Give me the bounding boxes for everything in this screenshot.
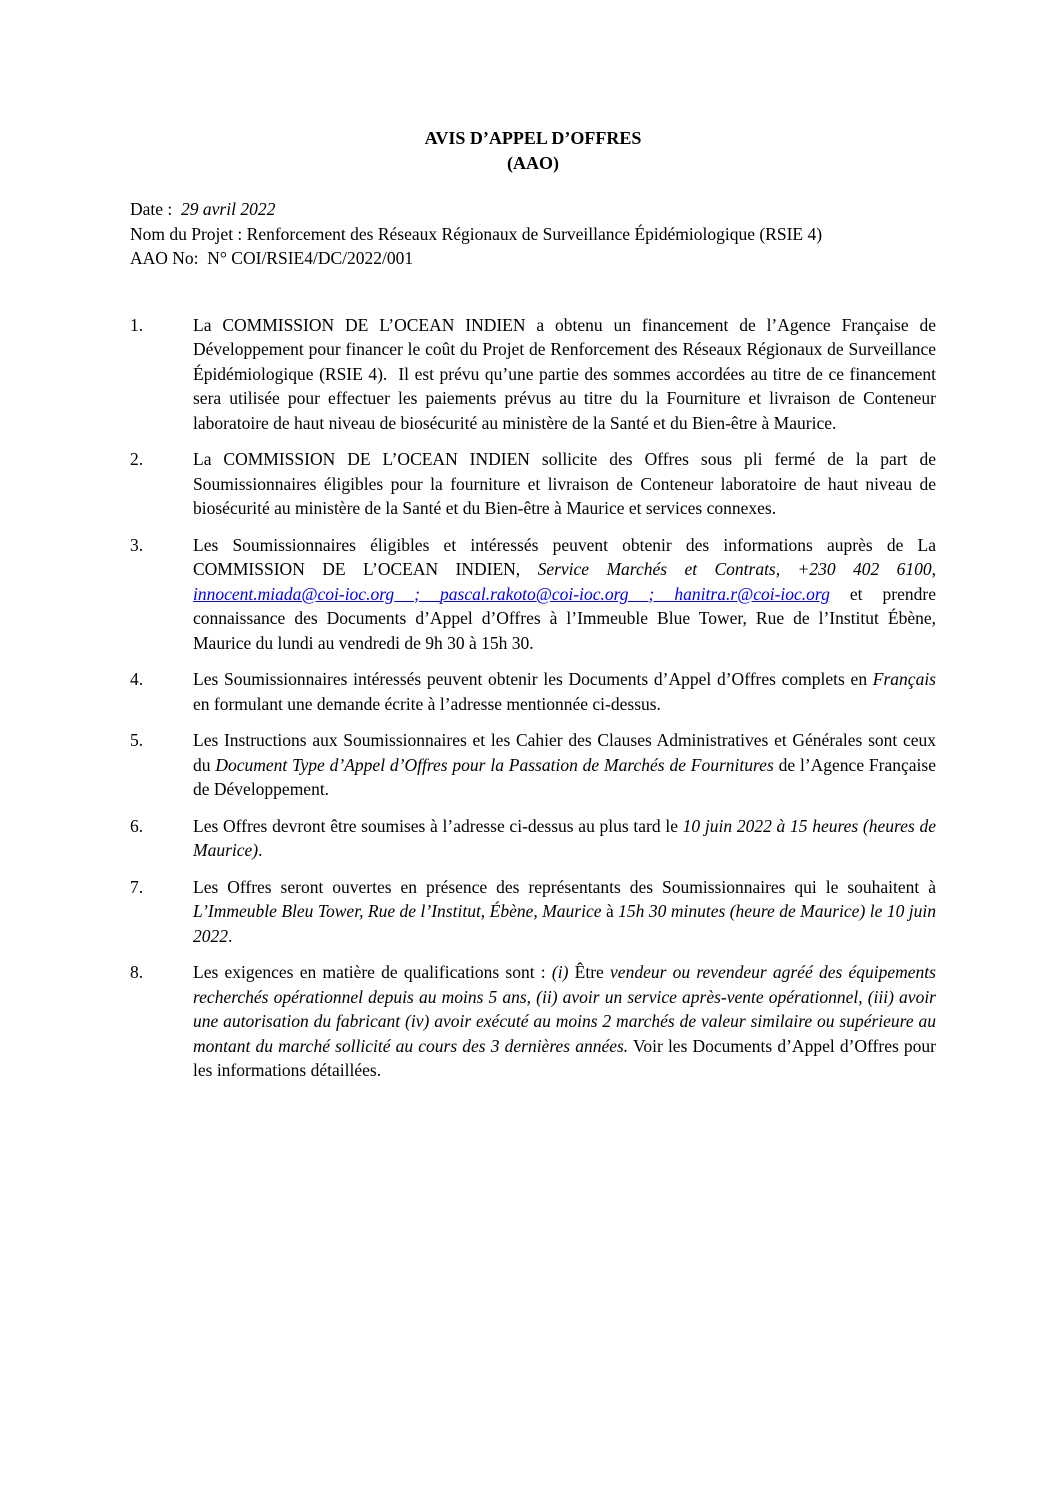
meta-block <box>130 197 936 271</box>
numbered-item-5 <box>130 728 936 802</box>
aao-number-line <box>130 246 936 271</box>
item-body <box>193 728 936 802</box>
text-segment: L’Immeuble Bleu Tower, Rue de l’Institut, Ébène, Maurice <box>193 901 602 921</box>
item-number: 3. <box>130 534 144 555</box>
text-segment: 10 juin 2022 à 15 heures (heures de Maurice) <box>193 815 936 860</box>
text-segment: Les Instructions aux Soumissionnaires et les Cahier des Clauses Administratives et Générales sont ceux du <box>193 730 936 775</box>
text-segment: de l’Agence Française de Développement. <box>193 754 936 799</box>
numbered-item-3 <box>130 533 936 656</box>
numbered-item-6 <box>130 814 936 863</box>
text-segment: et prendre connaissance des Documents d’Appel d’Offres à l’Immeuble Blue Tower, Rue de l’Institut Ébène, Maurice du lundi au vendredi de 9h 30 à 15h 30. <box>193 583 937 653</box>
item-body <box>193 875 936 949</box>
text-segment: La COMMISSION DE L’OCEAN INDIEN sollicite des Offres sous pli fermé de la part de Soumissionnaires éligibles pour la fourniture et livraison de Conteneur laboratoire de haut niveau de biosécurité au ministère de la Santé et du Bien-être à Maurice et services connexes. <box>193 449 936 518</box>
item-number: 5. <box>130 730 144 750</box>
item-number: 8. <box>130 962 144 982</box>
text-segment: Les exigences en matière de qualifications sont : <box>193 962 552 982</box>
email-link-pascal[interactable]: pascal.rakoto@coi-ioc.org <box>440 583 629 604</box>
numbered-item-4 <box>130 667 936 716</box>
text-segment: Service Marchés et Contrats, +230 402 6100, <box>537 559 936 579</box>
text-segment: en formulant une demande écrite à l’adresse mentionnée ci-dessus. <box>193 693 661 714</box>
numbered-item-8 <box>130 960 936 1083</box>
text-segment: AAO No: N° COI/RSIE4/DC/2022/001 <box>130 248 414 268</box>
text-segment: Voir les Documents d’Appel d’Offres pour les informations détaillées. <box>193 1035 936 1080</box>
item-number: 1. <box>130 314 144 335</box>
text-segment: Les Soumissionnaires éligibles et intéressés peuvent obtenir des informations auprès de La COMMISSION DE L’OCEAN INDIEN, <box>193 534 936 579</box>
text-segment: 15h 30 minutes (heure de Maurice) le 10 juin 2022 <box>193 901 936 946</box>
text-segment: Nom du Projet : Renforcement des Réseaux Régionaux de Surveillance Épidémiologique (RSIE 4) <box>130 223 823 244</box>
text-segment: à <box>601 901 619 921</box>
text-segment: (i) <box>551 962 569 982</box>
text-segment: Les Offres devront être soumises à l’adresse ci-dessus au plus tard le <box>193 815 683 836</box>
document-subtitle: (AAO) <box>507 153 559 173</box>
numbered-item-2 <box>130 447 936 521</box>
numbered-items-list <box>130 313 936 1083</box>
text-segment: Être <box>568 962 611 982</box>
document-header <box>130 126 936 176</box>
text-segment: Les Offres seront ouvertes en présence des représentants des Soumissionnaires qui le souhaitent à <box>193 876 936 897</box>
email-link-innocent[interactable]: innocent.miada@coi-ioc.org <box>193 583 395 604</box>
numbered-item-7 <box>130 875 936 949</box>
item-number: 7. <box>130 876 144 897</box>
project-name-line <box>130 222 936 247</box>
date-line <box>130 197 936 222</box>
item-number: 2. <box>130 449 144 469</box>
item-body <box>193 667 936 716</box>
email-separator: ; <box>394 583 441 604</box>
email-separator: ; <box>628 583 675 604</box>
item-body <box>193 814 936 863</box>
document-title: AVIS D’APPEL D’OFFRES <box>424 128 642 148</box>
text-segment: Date : <box>130 199 182 219</box>
item-number: 4. <box>130 669 144 689</box>
text-segment: . <box>228 925 233 946</box>
text-segment: Français <box>872 669 936 689</box>
item-body <box>193 313 936 436</box>
item-body <box>193 960 936 1083</box>
text-segment: 29 avril 2022 <box>181 199 276 219</box>
item-body <box>193 447 936 521</box>
text-segment: vendeur ou revendeur agréé des équipements recherchés opérationnel depuis au moins 5 ans, (ii) avoir un service après-vente opérationnel, (iii) avoir une autorisation du fabricant (iv) avoir exécuté au moins 2 marchés de valeur similaire ou supérieure au montant du marché sollicité au cours des 3 dernières années. <box>193 962 936 1056</box>
text-segment: Document Type d’Appel d’Offres pour la Passation de Marchés de Fournitures <box>215 754 774 775</box>
text-segment: Les Soumissionnaires intéressés peuvent obtenir les Documents d’Appel d’Offres complets en <box>193 669 873 689</box>
text-segment: La COMMISSION DE L’OCEAN INDIEN a obtenu un financement de l’Agence Française de Développement pour financer le coût du Projet de Renforcement des Réseaux Régionaux de Surveillance Épidémiologique (RSIE 4). Il est prévu qu’une partie des sommes accordées au titre de ce financement sera utilisée pour effectuer les paiements prévus au titre du la Fourniture et livraison de Conteneur laboratoire de haut niveau de biosécurité au ministère de la Santé et du Bien-être à Maurice. <box>193 314 936 433</box>
numbered-item-1 <box>130 313 936 436</box>
text-segment: . <box>258 840 263 860</box>
item-number: 6. <box>130 815 144 836</box>
email-link-hanitra[interactable]: hanitra.r@coi-ioc.org <box>674 583 830 604</box>
item-body <box>193 533 936 656</box>
